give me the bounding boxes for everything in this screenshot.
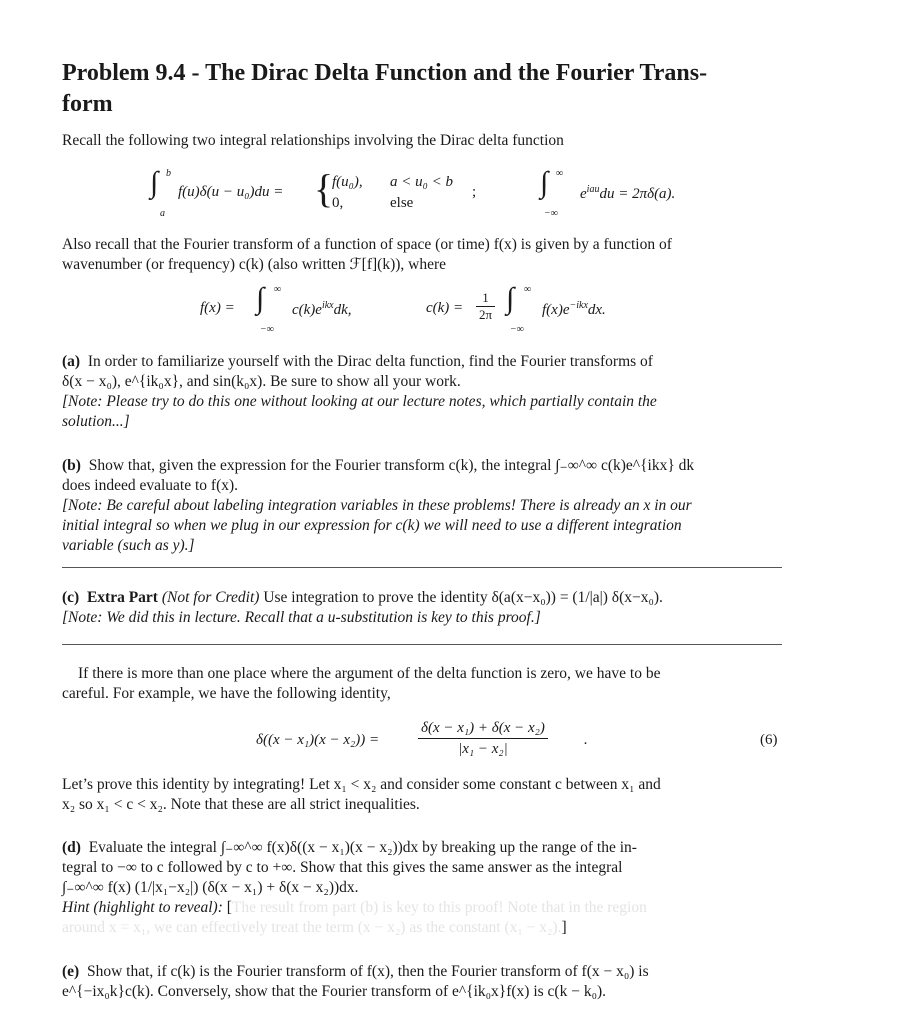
problem-title-line-2: form	[62, 91, 113, 117]
multiple-zeros-line-1: If there is more than one place where the argument of the delta function is zero, we have to be	[78, 665, 661, 682]
equation-exponential-delta	[540, 168, 740, 220]
part-b-note-line-3: variable (such as y).]	[62, 537, 195, 554]
exponential-power: ikx	[321, 300, 334, 311]
part-b-label: (b)	[62, 457, 81, 474]
exponential-power: iau	[586, 184, 600, 195]
equation-6	[256, 718, 596, 766]
part-d-line-2: tegral to −∞ to c followed by c to +∞. Show that this gives the same answer as the integral	[62, 859, 623, 876]
equation-6-numerator: δ(x − x₁) + δ(x − x₂)	[418, 718, 548, 739]
part-a-line-2: δ(x − x₀), e^{ik₀x}, and sin(k₀x). Be sure to show all your work.	[62, 373, 461, 390]
part-e-line-1	[62, 962, 784, 982]
integrand-part-b: dx.	[587, 302, 606, 318]
integral-lower-limit: a	[160, 208, 165, 219]
equation-integrand	[292, 300, 352, 319]
fraction-denominator: 2π	[479, 307, 493, 322]
integral-lower-limit: −∞	[510, 324, 524, 335]
prove-line-1: Let’s prove this identity by integrating! Let x₁ < x₂ and consider some constant c between x₁ and	[62, 776, 661, 793]
recall-intro: Recall the following two integral relationships involving the Dirac delta function	[62, 132, 564, 149]
extra-part-top-divider	[62, 567, 782, 568]
part-c	[62, 588, 784, 628]
integrand-remainder: du = 2πδ(a).	[599, 186, 676, 202]
integral-sign: ∫	[150, 166, 159, 199]
part-e-line-2: e^{−ix₀k}c(k). Conversely, show that the Fourier transform of e^{ik₀x}f(x) is c(k − k₀).	[62, 983, 607, 1000]
piecewise-case-1-value: f(u₀),	[332, 174, 363, 190]
piecewise-case-2-value: 0,	[332, 195, 344, 211]
part-b	[62, 456, 784, 556]
piecewise-brace: {	[314, 166, 334, 211]
integral-sign: ∫	[506, 282, 515, 315]
integrand-part-a: c(k)e	[292, 302, 322, 318]
integrand-part-b: dk,	[333, 302, 352, 318]
part-a-line-1	[62, 352, 784, 372]
part-d-hint-line-2	[62, 918, 784, 938]
part-b-line-2: does indeed evaluate to f(x).	[62, 477, 239, 494]
part-c-label: (c)	[62, 589, 80, 606]
part-c-credit: (Not for Credit)	[161, 589, 260, 606]
problem-title	[62, 58, 852, 120]
part-a-note-line-2: solution...]	[62, 413, 130, 430]
exponential-base: e	[580, 186, 587, 202]
equation-lhs: c(k) =	[426, 300, 464, 316]
equation-delta-sifting	[150, 168, 490, 220]
part-b-note-line-2: initial integral so when we plug in our expression for c(k) we will need to use a different integration	[62, 517, 682, 534]
part-d-line-1	[62, 838, 784, 858]
exponential-power: −ikx	[569, 300, 588, 311]
fourier-intro	[62, 235, 784, 275]
equation-lhs: f(x) =	[200, 300, 235, 316]
integrand-part-a: f(x)e	[542, 302, 570, 318]
equation-integrand	[580, 184, 675, 203]
equation-fourier-transform	[426, 284, 656, 336]
part-e	[62, 962, 784, 1002]
equation-inverse-fourier	[200, 284, 370, 336]
fraction-one-over-two-pi	[476, 290, 495, 323]
hint-hidden-text-1[interactable]: The result from part (b) is key to this proof! Note that in the region	[231, 899, 647, 916]
part-b-line-1	[62, 456, 784, 476]
multiple-zeros-paragraph	[62, 664, 784, 704]
part-d-label: (d)	[62, 839, 81, 856]
part-a-note-line-1: [Note: Please try to do this one without looking at our lecture notes, which partially contain the	[62, 393, 657, 410]
part-e-text-1: Show that, if c(k) is the Fourier transform of f(x), then the Fourier transform of f(x − x₀) is	[86, 963, 649, 980]
equation-6-number: (6)	[760, 732, 778, 748]
integral-upper-limit: ∞	[556, 168, 564, 179]
part-d-line-3: ∫₋∞^∞ f(x) (1/|x₁−x₂|) (δ(x − x₁) + δ(x − x₂))dx.	[62, 879, 359, 896]
hint-hidden-text-2[interactable]: around x = x₁, we can effectively treat the term (x − x₂) as the constant (x₁ − x₂).	[62, 919, 562, 936]
multiple-zeros-line-2: careful. For example, we have the following identity,	[62, 685, 391, 702]
part-b-note-line-1: [Note: Be careful about labeling integration variables in these problems! There is already an x in our	[62, 497, 692, 514]
integral-lower-limit: −∞	[544, 208, 558, 219]
fourier-intro-line-2: wavenumber (or frequency) c(k) (also written ℱ[f](k)), where	[62, 256, 447, 273]
piecewise-case-1-condition: a < u₀ < b	[390, 174, 453, 190]
integral-lower-limit: −∞	[260, 324, 274, 335]
part-c-note: [Note: We did this in lecture. Recall that a u-substitution is key to this proof.]	[62, 609, 541, 626]
equation-6-denominator: |x₁ − x₂|	[458, 741, 508, 757]
part-e-label: (e)	[62, 963, 80, 980]
integral-upper-limit: b	[166, 168, 171, 179]
piecewise-case-2-condition: else	[390, 195, 414, 211]
part-d-hint-line-1	[62, 898, 784, 918]
equation-6-period: .	[584, 732, 588, 748]
part-c-line-1	[62, 588, 784, 608]
hint-open-bracket: [	[226, 899, 232, 916]
integral-upper-limit: ∞	[274, 284, 282, 295]
prove-paragraph	[62, 775, 784, 815]
part-a-text-1: In order to familiarize yourself with the Dirac delta function, find the Fourier transforms of	[87, 353, 653, 370]
fraction-numerator: 1	[476, 290, 495, 307]
hint-label: Hint (highlight to reveal):	[62, 899, 223, 916]
integral-upper-limit: ∞	[524, 284, 532, 295]
part-c-text: Use integration to prove the identity δ(a(x−x₀)) = (1/|a|) δ(x−x₀).	[263, 589, 663, 606]
part-d-text-1: Evaluate the integral ∫₋∞^∞ f(x)δ((x − x₁)(x − x₂))dx by breaking up the range of the in-	[88, 839, 637, 856]
problem-title-line-1: Problem 9.4 - The Dirac Delta Function and the Fourier Trans-	[62, 60, 708, 86]
part-c-bold-label: Extra Part	[86, 589, 158, 606]
equation-6-fraction	[418, 718, 548, 759]
prove-line-2: x₂ so x₁ < c < x₂. Note that these are all strict inequalities.	[62, 796, 420, 813]
integral-sign: ∫	[256, 282, 265, 315]
integral-sign: ∫	[540, 166, 549, 199]
equation-6-lhs: δ((x − x₁)(x − x₂)) =	[256, 732, 380, 748]
hint-close-bracket: ]	[561, 919, 567, 936]
part-a-label: (a)	[62, 353, 81, 370]
extra-part-bottom-divider	[62, 644, 782, 645]
equation-integrand: f(u)δ(u − u₀)du =	[178, 184, 284, 200]
equation-integrand	[542, 300, 606, 319]
equation-separator: ;	[472, 184, 477, 200]
part-b-text-1: Show that, given the expression for the Fourier transform c(k), the integral ∫₋∞^∞ c(k)e^{ikx} dk	[88, 457, 695, 474]
part-a	[62, 352, 784, 432]
fourier-intro-line-1: Also recall that the Fourier transform of a function of space (or time) f(x) is given by a function of	[62, 236, 672, 253]
part-d	[62, 838, 784, 938]
